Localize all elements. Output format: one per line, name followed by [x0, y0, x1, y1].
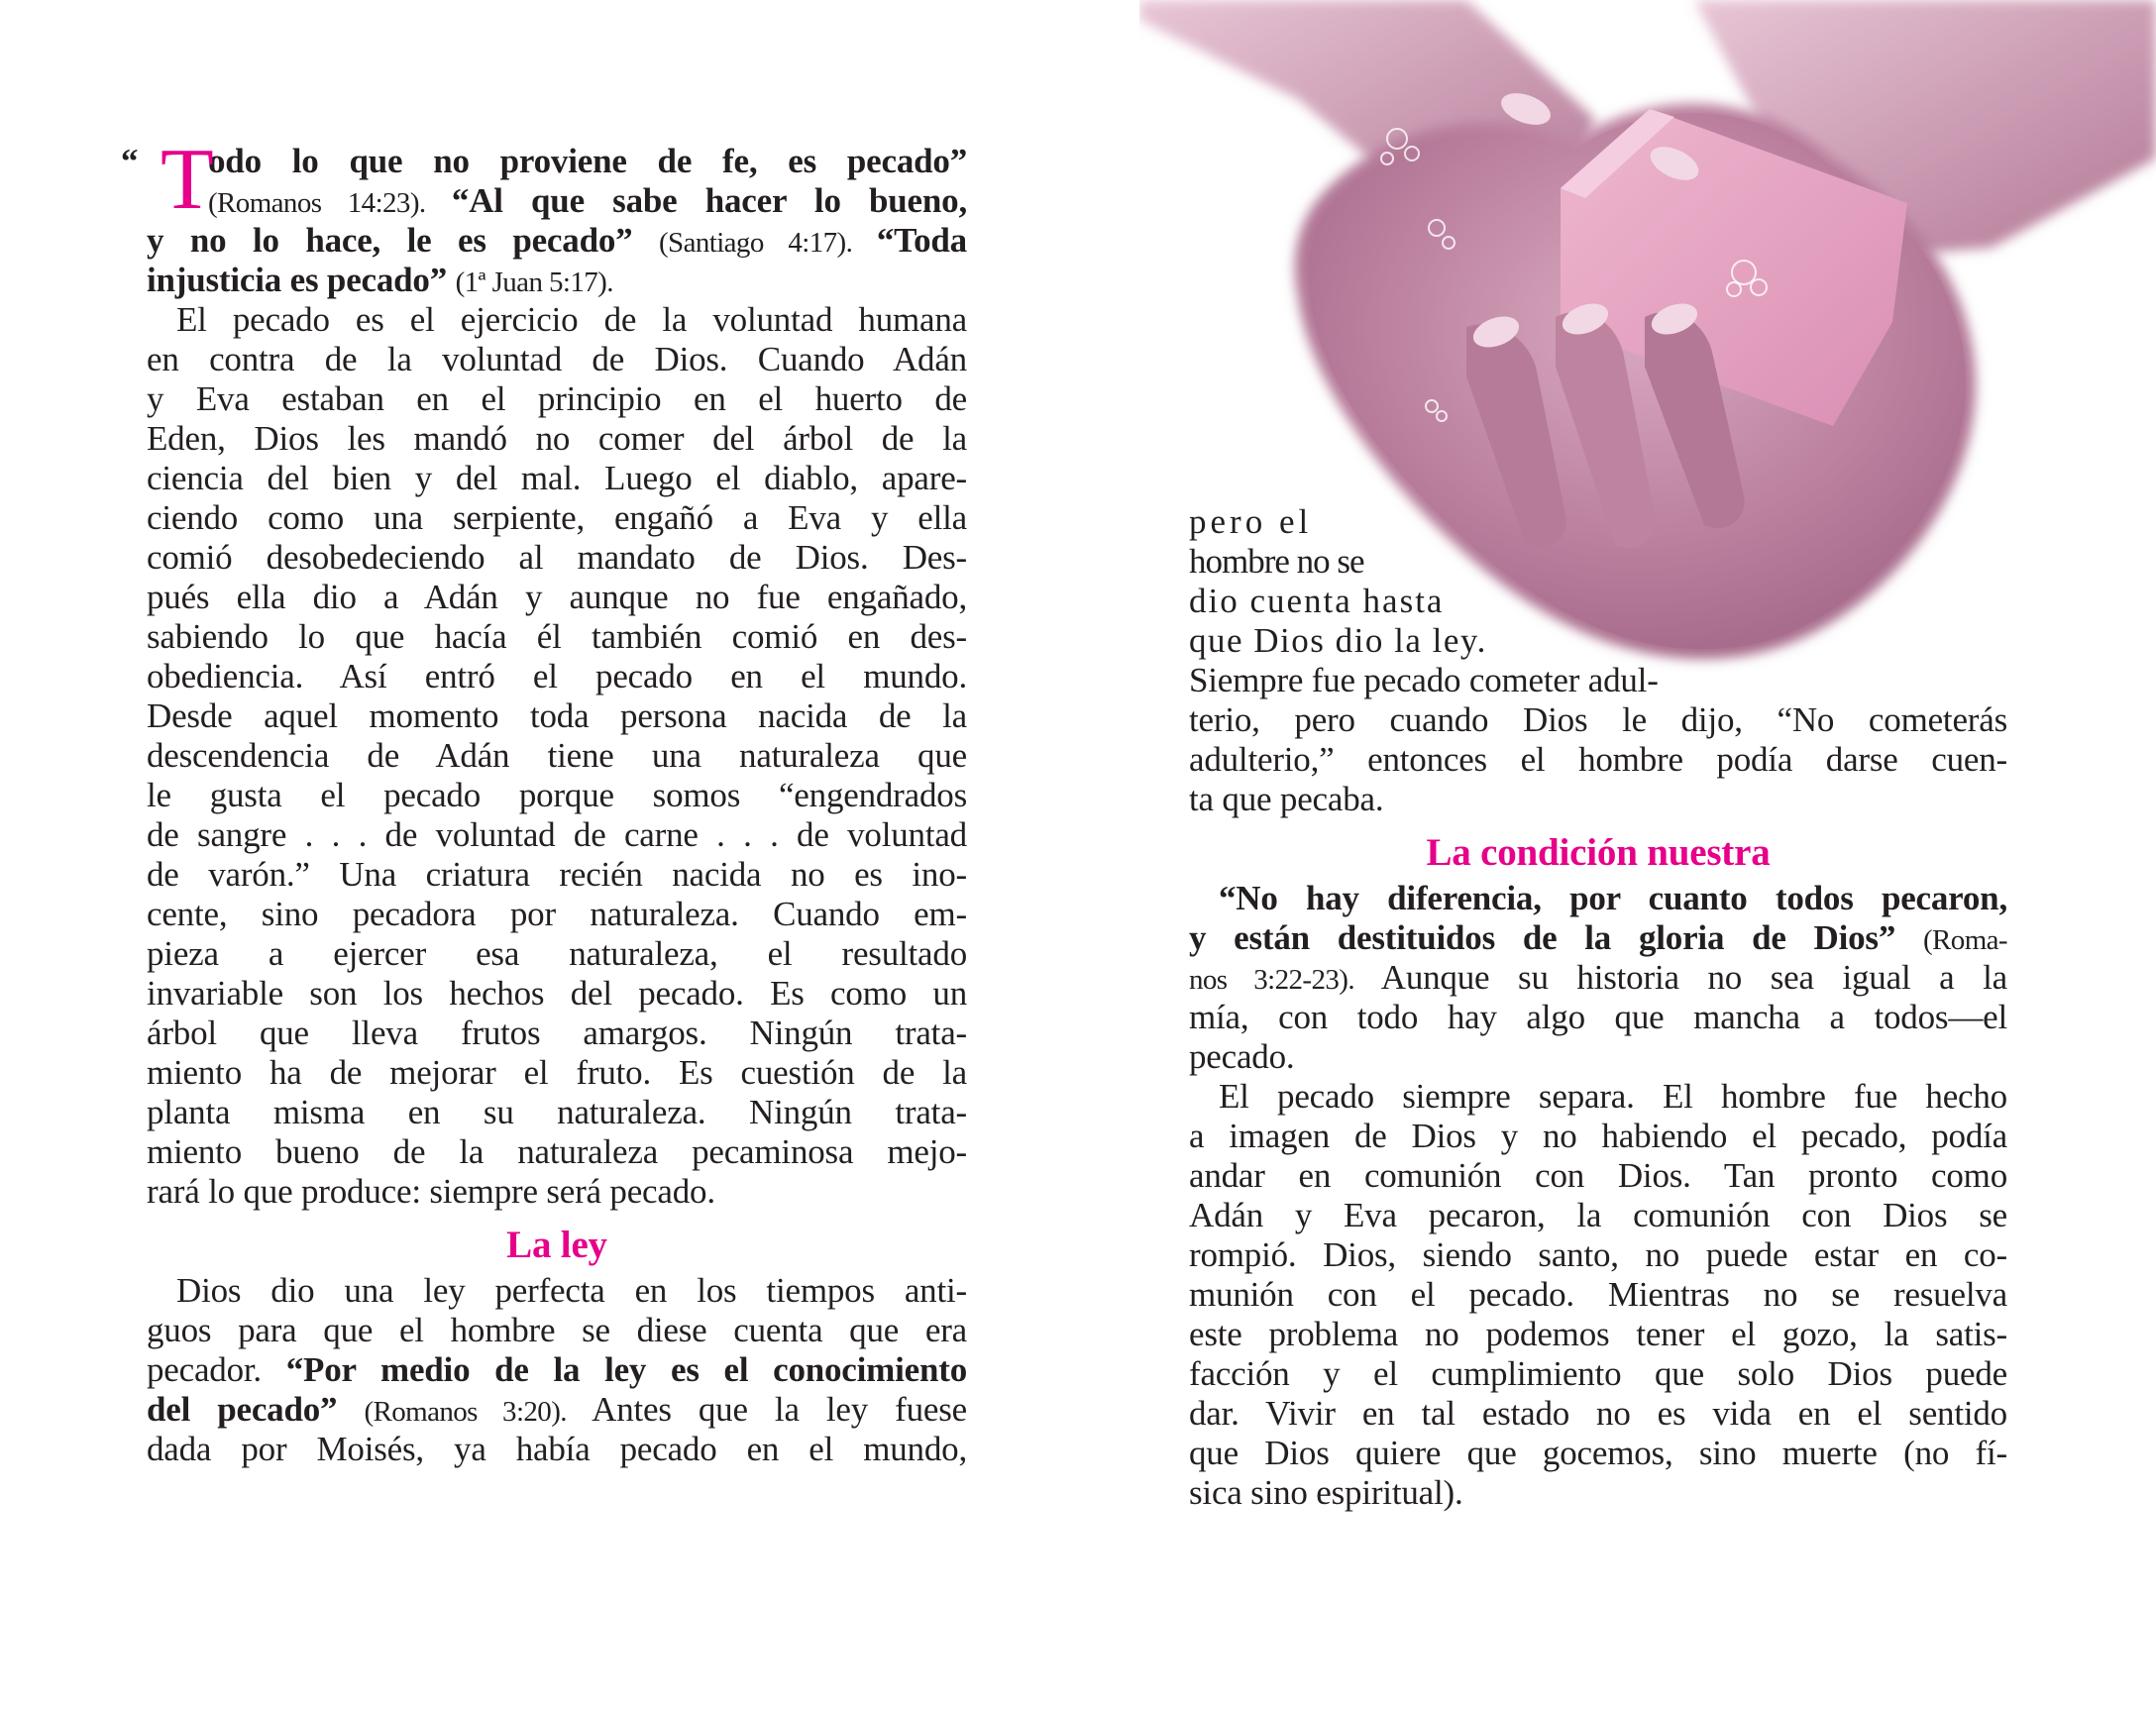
body-text: Aunque su historia no sea igual a la [1380, 958, 2007, 997]
scripture-quote: y no lo hace, le es pecado” [147, 221, 659, 260]
body-line: Eden, Dios les mandó no comer del árbol de la [147, 419, 967, 458]
body-line: rará lo que produce: siempre será pecado. [147, 1172, 715, 1211]
body-line: planta misma en su naturaleza. Ningún trata- [147, 1093, 967, 1131]
body-line: de sangre . . . de voluntad de carne . . . de voluntad [147, 815, 967, 854]
scripture-reference: (Romanos 3:20). [364, 1396, 593, 1428]
body-line: obediencia. Así entró el pecado en el mundo. [147, 657, 967, 695]
body-line: descendencia de Adán tiene una naturaleza que [147, 736, 967, 775]
wrap-line: que Dios dio la ley. [1189, 621, 1487, 660]
body-line: este problema no podemos tener el gozo, la satis- [1189, 1315, 2007, 1353]
scripture-reference: nos 3:22-23). [1189, 964, 1381, 996]
paragraph-ley [147, 1271, 967, 1469]
section-heading-la-condicion-nuestra: La condición nuestra [1426, 831, 1771, 874]
body-line: sabiendo lo que hacía él también comió en des- [147, 617, 967, 656]
body-line: ciendo como una serpiente, engañó a Eva y ella [147, 498, 967, 537]
paragraph-separa [1189, 1077, 2007, 1513]
body-line [1189, 958, 2007, 998]
scripture-reference: (Roma- [1923, 924, 2007, 956]
scripture-quote: del pecado” [147, 1390, 365, 1429]
text-wrap-around-photo [1189, 502, 2007, 661]
body-line [147, 1350, 967, 1390]
scripture-reference: (Romanos 14:23). [208, 187, 452, 219]
scripture-quote: y están destituidos de la gloria de Dios” [1189, 918, 1923, 957]
scripture-reference: (Santiago 4:17). [658, 227, 877, 259]
body-line [147, 1390, 967, 1430]
body-line: adulterio,” entonces el hombre podía darse cuen- [1189, 740, 2007, 779]
intro-lines-indented [147, 132, 967, 228]
intro-line [147, 261, 967, 300]
scripture-quote: odo lo que no proviene de fe, es pecado” [208, 142, 967, 180]
scripture-quote: “No hay diferencia, por cuanto todos pecaron, [1219, 879, 2007, 917]
body-line: y Eva estaban en el principio en el huerto de [147, 379, 967, 418]
body-line: sica sino espiritual). [1189, 1473, 1463, 1512]
body-line: pecado. [1189, 1037, 1295, 1076]
body-text: pecador. [147, 1350, 286, 1389]
scripture-quote: “Al que sabe hacer lo bueno, [451, 181, 967, 220]
body-line: Adán y Eva pecaron, la comunión con Dios se [1189, 1196, 2007, 1234]
body-line: El pecado es el ejercicio de la voluntad humana [176, 300, 967, 339]
right-text-column [1189, 502, 2007, 1513]
body-line: invariable son los hechos del pecado. Es como un [147, 974, 967, 1013]
body-line: le gusta el pecado porque somos “engendrados [147, 776, 967, 814]
body-line: pieza a ejercer esa naturaleza, el resultado [147, 934, 967, 973]
body-line: árbol que lleva frutos amargos. Ningún trata- [147, 1014, 967, 1052]
wrap-line: dio cuenta hasta [1189, 582, 1445, 620]
body-line: a imagen de Dios y no habiendo el pecado, podía [1189, 1117, 2007, 1155]
body-line: de varón.” Una criatura recién nacida no es ino- [147, 855, 967, 894]
body-line: andar en comunión con Dios. Tan pronto como [1189, 1156, 2007, 1195]
body-line: rompió. Dios, siendo santo, no puede estar en co- [1189, 1235, 2007, 1274]
opening-quote: “ [121, 142, 139, 180]
intro-block [121, 132, 967, 300]
body-line: munión con el pecado. Mientras no se resuelva [1189, 1275, 2007, 1314]
body-line: El pecado siempre separa. El hombre fue hecho [1219, 1077, 2007, 1116]
scripture-quote: “Por medio de la ley es el conocimiento [285, 1350, 968, 1389]
body-line [1189, 918, 2007, 958]
wrap-line: pero el [1189, 502, 1313, 541]
body-line: Dios dio una ley perfecta en los tiempos anti- [176, 1271, 967, 1310]
paragraph-adulterio [1189, 661, 2007, 819]
body-line [1189, 879, 2007, 918]
body-line: miento bueno de la naturaleza pecaminosa mejo- [147, 1132, 967, 1171]
body-line: pués ella dio a Adán y aunque no fue engañado, [147, 578, 967, 616]
scripture-quote: injusticia es pecado” [147, 261, 456, 299]
dropcap-letter: T [161, 132, 214, 228]
body-line: cente, sino pecadora por naturaleza. Cuando em- [147, 895, 967, 933]
body-text: Antes que la ley fuese [592, 1390, 967, 1429]
body-line: mía, con todo hay algo que mancha a todos—el [1189, 998, 2007, 1036]
section-heading-la-ley: La ley [506, 1224, 607, 1266]
paragraph-pecado [147, 300, 967, 1212]
paragraph-condicion [1189, 879, 2007, 1077]
body-line: Desde aquel momento toda persona nacida de la [147, 696, 967, 735]
intro-line [147, 221, 967, 261]
left-text-column [121, 132, 968, 1469]
wrap-line: hombre no se [1189, 542, 1364, 581]
intro-line [208, 142, 967, 181]
body-line: comió desobedeciendo al mandato de Dios. Des- [147, 538, 967, 577]
body-line: en contra de la voluntad de Dios. Cuando Adán [147, 340, 967, 378]
scripture-quote: “Toda [876, 221, 967, 260]
intro-line [208, 181, 967, 221]
body-line: que Dios quiere que gocemos, sino muerte (no fí- [1189, 1434, 2007, 1472]
body-line: ciencia del bien y del mal. Luego el diablo, apare- [147, 459, 967, 497]
body-line: facción y el cumplimiento que solo Dios puede [1189, 1354, 2007, 1393]
body-line: ta que pecaba. [1189, 780, 1384, 818]
scripture-reference: (1ª Juan 5:17). [455, 267, 613, 298]
body-line: guos para que el hombre se diese cuenta que era [147, 1311, 967, 1349]
body-line: dar. Vivir en tal estado no es vida en el sentido [1189, 1394, 2007, 1433]
body-line: dada por Moisés, ya había pecado en el mundo, [147, 1430, 967, 1468]
body-line: miento ha de mejorar el fruto. Es cuestión de la [147, 1053, 967, 1092]
body-line: Siempre fue pecado cometer adul- [1189, 661, 1659, 699]
body-line: terio, pero cuando Dios le dijo, “No cometerás [1189, 700, 2007, 739]
